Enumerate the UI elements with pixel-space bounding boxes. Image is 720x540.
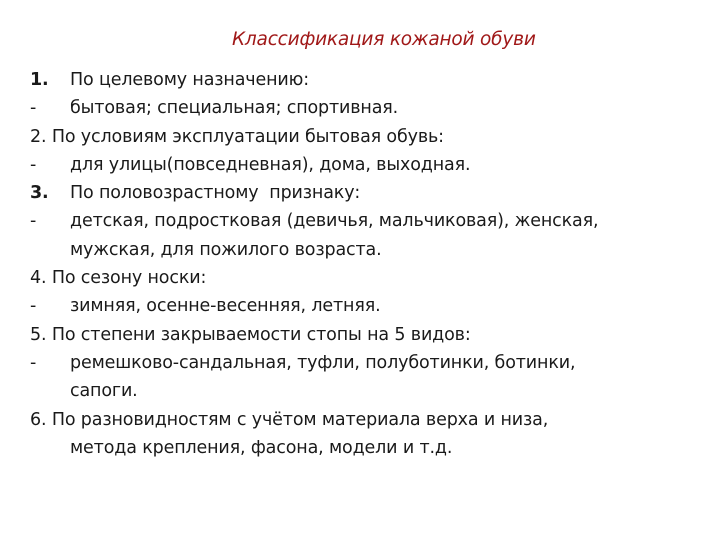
list-item [30,123,710,151]
item-text: зимняя, осенне-весенняя, летняя. [70,296,381,317]
item-line [30,123,444,151]
item-text: сапоги. [70,381,138,402]
list-item [30,151,710,179]
item-text: По степени закрываемости стопы на 5 видов: [51,324,471,345]
item-number: 3. [30,183,49,204]
item-number: 2. [30,126,47,147]
list-item [30,321,710,349]
slide-title: Классификация кожаной обуви [232,29,536,50]
item-line [30,406,548,434]
list-item [30,94,710,122]
item-text: По целевому назначению: [70,70,309,90]
list-item [30,406,710,434]
item-text: мужская, для пожилого возраста. [70,239,382,260]
list-item-continuation [30,377,710,405]
item-text: По разновидностям с учётом материала верха и низа, [51,409,549,430]
list-item [30,179,710,207]
list-item-continuation [30,434,710,462]
list-item-continuation [30,236,710,264]
item-line [30,321,471,349]
dash-marker: - [30,98,37,119]
dash-marker: - [30,296,37,317]
list-item [30,264,710,292]
list-item [30,207,710,235]
item-text: бытовая; специальная; спортивная. [70,98,399,119]
list-item [30,292,710,320]
list-item [30,349,710,377]
list-item [30,66,710,94]
item-text: По сезону носки: [51,268,207,289]
dash-marker: - [30,352,37,373]
dash-marker: - [30,211,37,232]
item-text: детская, подростковая (девичья, мальчиковая), женская, [70,211,599,232]
item-text: ремешково-сандальная, туфли, полуботинки, ботинки, [70,352,576,373]
item-text: По половозрастному признаку: [70,183,361,204]
item-number: 4. [30,268,47,289]
dash-marker: - [30,154,37,175]
classification-list [30,66,710,462]
item-text: По условиям эксплуатации бытовая обувь: [51,126,444,147]
item-line [30,264,206,292]
item-text: для улицы(повседневная), дома, выходная. [70,154,471,175]
item-number: 1. [30,70,49,90]
item-number: 6. [30,409,47,430]
item-text: метода крепления, фасона, модели и т.д. [70,437,453,458]
item-number: 5. [30,324,47,345]
